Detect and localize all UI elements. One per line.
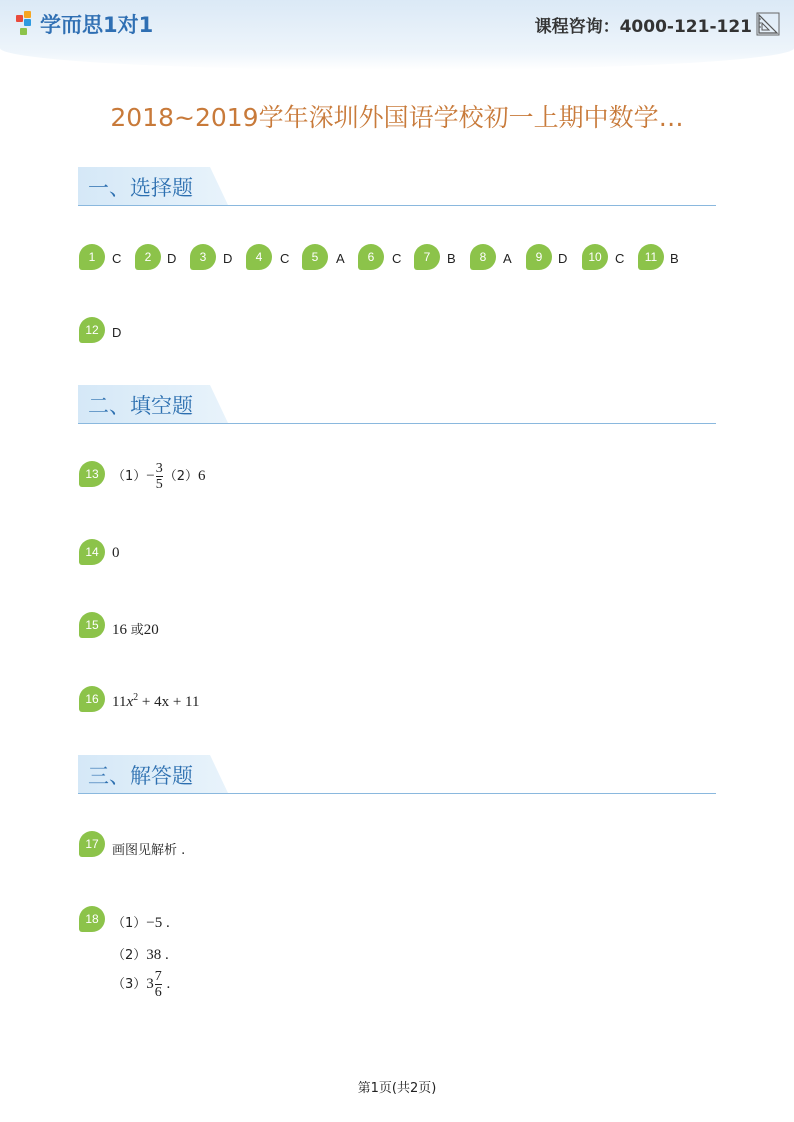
choice-answer: D: [558, 251, 568, 266]
answer-value: −5: [146, 915, 163, 931]
page-footer: 第1页(共2页): [357, 1081, 437, 1096]
section-header-fill: [78, 385, 716, 425]
ruler-triangle-icon: [756, 12, 780, 36]
part-label: （1）: [112, 468, 147, 484]
section-title: 二、填空题: [88, 394, 193, 418]
section-divider: [78, 423, 716, 424]
section-divider: [78, 793, 716, 794]
exponent: 2: [133, 692, 139, 703]
question-number-badge: 12: [79, 317, 105, 343]
period: .: [166, 975, 171, 992]
period: .: [181, 843, 186, 858]
brand-logo: [16, 9, 153, 39]
question-number-badge: 5: [302, 244, 328, 270]
choice-answer: C: [615, 251, 625, 266]
page-header: [0, 0, 794, 70]
fraction-denominator: 6: [154, 985, 162, 1000]
answer-value: 38: [146, 947, 162, 963]
fraction-numerator: 7: [154, 969, 162, 984]
answer-text: 画图见解析: [112, 843, 178, 858]
answer-16: [112, 692, 200, 711]
answer-18-part3: [112, 969, 170, 1000]
question-number-badge: 11: [638, 244, 664, 270]
part-label: （2）: [163, 468, 199, 484]
fraction: [156, 461, 163, 492]
fraction: [155, 969, 162, 1000]
variable: x: [126, 694, 134, 710]
choice-answer: A: [336, 251, 345, 266]
document-title: 2018~2019学年深圳外国语学校初一上期中数学…: [110, 103, 684, 132]
question-number-badge: 6: [358, 244, 384, 270]
answer-15: [112, 619, 159, 639]
expression-rest: + 4x + 11: [141, 694, 200, 710]
answer-18-part1: [112, 912, 170, 932]
question-number-badge: 10: [582, 244, 608, 270]
choice-answer: B: [670, 251, 679, 266]
fraction-denominator: 5: [155, 477, 163, 492]
answer-14: 0: [112, 545, 120, 561]
answer-17: [112, 839, 185, 858]
choice-answer: D: [112, 325, 122, 340]
section-header-choice: [78, 167, 716, 207]
fraction-numerator: 3: [155, 461, 163, 476]
part-label: （2）: [112, 948, 147, 963]
section-header-solve: [78, 755, 716, 795]
question-number-badge: 1: [79, 244, 105, 270]
period: .: [165, 947, 169, 963]
answer-value: 6: [198, 467, 206, 484]
choice-answer: C: [112, 251, 122, 266]
question-number-badge: 8: [470, 244, 496, 270]
question-number-badge: 16: [79, 686, 105, 712]
whole-number: 3: [146, 975, 154, 992]
choice-answer: D: [167, 251, 177, 266]
question-number-badge: 17: [79, 831, 105, 857]
choice-answer: C: [280, 251, 290, 266]
section-title: 三、解答题: [88, 764, 193, 788]
answer-18-part2: [112, 944, 169, 964]
question-number-badge: 18: [79, 906, 105, 932]
section-title: 一、选择题: [88, 176, 193, 200]
coefficient: 11: [112, 694, 127, 710]
question-number-badge: 3: [190, 244, 216, 270]
period: .: [166, 915, 170, 931]
question-number-badge: 13: [79, 461, 105, 487]
answer-value: 20: [143, 622, 159, 638]
question-number-badge: 7: [414, 244, 440, 270]
answer-value: 16: [112, 622, 127, 638]
choice-answer: D: [223, 251, 233, 266]
logo-mark-icon: [16, 11, 36, 37]
question-number-badge: 2: [135, 244, 161, 270]
answer-13: [112, 461, 206, 492]
question-number-badge: 4: [246, 244, 272, 270]
question-number-badge: 15: [79, 612, 105, 638]
minus-sign: −: [146, 467, 155, 484]
question-number-badge: 14: [79, 539, 105, 565]
choice-answer: A: [503, 251, 512, 266]
logo-text: 学而思1对1: [40, 13, 154, 37]
part-label: （1）: [112, 916, 147, 931]
section-divider: [78, 205, 716, 206]
choice-answer: C: [392, 251, 402, 266]
question-number-badge: 9: [526, 244, 552, 270]
or-text: 或: [130, 623, 144, 638]
part-label: （3）: [112, 976, 147, 992]
choice-answer: B: [447, 251, 456, 266]
hotline-text: 课程咨询：4000-121-121: [534, 17, 752, 37]
